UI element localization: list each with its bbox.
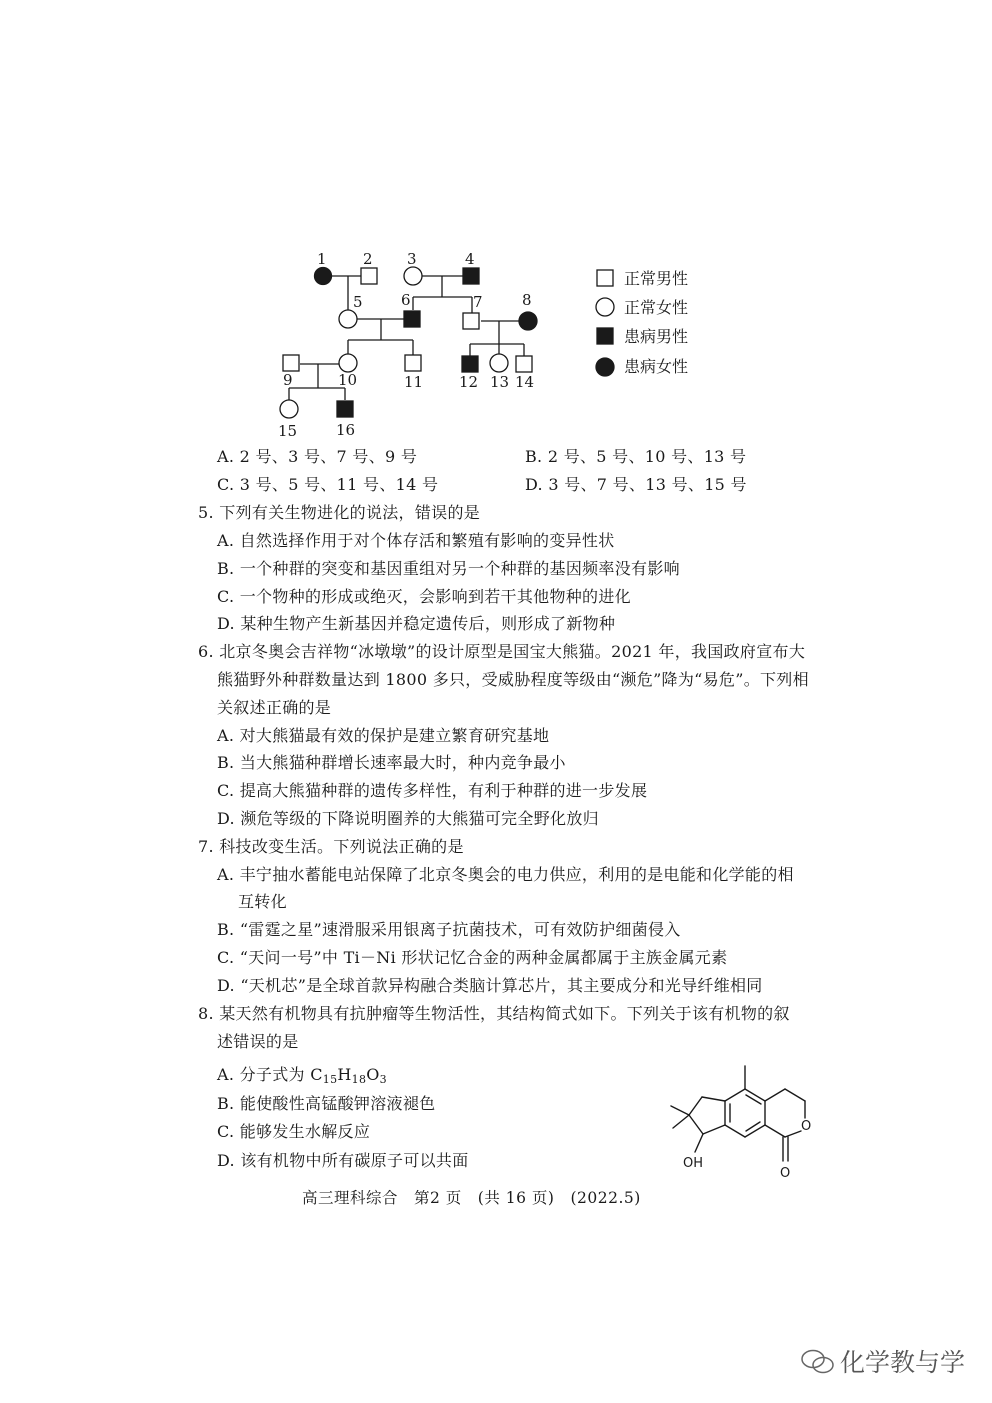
q4-option-a: A. 2 号、3 号、7 号、9 号 (217, 447, 418, 466)
q6-option-a: A. 对大熊猫最有效的保护是建立繁育研究基地 (217, 726, 550, 745)
individual-4 (463, 268, 479, 284)
q4-option-c: C. 3 号、5 号、11 号、14 号 (217, 475, 439, 494)
q7-option-b: B. “雷霆之星”速滑服采用银离子抗菌技术，可有效防护细菌侵入 (217, 920, 681, 939)
label-7: 7 (473, 293, 483, 311)
label-2: 2 (363, 250, 373, 268)
chemical-structure (655, 1058, 835, 1186)
label-16: 16 (336, 421, 356, 439)
label-5: 5 (353, 293, 363, 311)
page-footer: 高三理科综合 第2 页 (共 16 页) (2022.5) (302, 1189, 641, 1207)
oh-label: OH (683, 1156, 704, 1171)
label-6: 6 (401, 291, 411, 309)
label-10: 10 (338, 371, 358, 389)
q6-stem-line-1: 6. 北京冬奥会吉祥物“冰墩墩”的设计原型是国宝大熊猫。2021 年，我国政府宣布大 (198, 642, 806, 661)
label-9: 9 (283, 371, 293, 389)
legend-affected-female-symbol (596, 358, 614, 376)
q5-option-c: C. 一个物种的形成或绝灭，会影响到若干其他物种的进化 (217, 587, 631, 606)
legend-normal-female-symbol (596, 298, 614, 316)
label-14: 14 (515, 373, 535, 391)
q8-option-c: C. 能够发生水解反应 (217, 1122, 371, 1141)
label-12: 12 (459, 373, 479, 391)
individual-13 (490, 354, 508, 372)
q8-option-d: D. 该有机物中所有碳原子可以共面 (217, 1151, 469, 1170)
q8-stem-line-1: 8. 某天然有机物具有抗肿瘤等生物活性，其结构简式如下。下列关于该有机物的叙 (198, 1004, 790, 1023)
individual-15 (280, 400, 298, 418)
q5-option-d: D. 某种生物产生新基因并稳定遗传后，则形成了新物种 (217, 614, 616, 633)
q7-stem: 7. 科技改变生活。下列说法正确的是 (198, 837, 464, 856)
legend-affected-male-symbol (597, 328, 613, 344)
q8-option-b: B. 能使酸性高锰酸钾溶液褪色 (217, 1094, 436, 1113)
watermark-text: 化学教与学 (840, 1348, 966, 1377)
label-1: 1 (317, 250, 327, 268)
individual-10 (339, 354, 357, 372)
q7-option-d: D. “天机芯”是全球首款异构融合类脑计算芯片，其主要成分和光导纤维相同 (217, 976, 763, 995)
q8-option-a: A. 分子式为 $C_{15}H_{18}O_3$ (217, 1065, 387, 1086)
individual-3 (404, 267, 422, 285)
label-11: 11 (404, 373, 424, 391)
carbonyl-oxygen-label: O (780, 1166, 791, 1181)
label-13: 13 (490, 373, 510, 391)
individual-9 (283, 355, 299, 371)
q7-option-a-line-1: A. 丰宁抽水蓄能电站保障了北京冬奥会的电力供应，利用的是电能和化学能的相 (217, 865, 794, 884)
q4-option-b: B. 2 号、5 号、10 号、13 号 (525, 447, 747, 466)
q5-option-b: B. 一个种群的突变和基因重组对另一个种群的基因频率没有影响 (217, 559, 680, 578)
q7-option-c: C. “天问一号”中 Ti－Ni 形状记忆合金的两种金属都属于主族金属元素 (217, 948, 728, 967)
q8-stem-line-2: 述错误的是 (217, 1032, 299, 1051)
legend-normal-male-symbol (597, 270, 613, 286)
legend-normal-female: 正常女性 (624, 298, 689, 317)
q6-option-d: D. 濒危等级的下降说明圈养的大熊猫可完全野化放归 (217, 809, 599, 828)
individual-16 (337, 401, 353, 417)
q5-option-a: A. 自然选择作用于对个体存活和繁殖有影响的变异性状 (217, 531, 615, 550)
ring-oxygen-label: O (801, 1119, 812, 1134)
individual-12 (462, 356, 478, 372)
q7-option-a-line-2: 互转化 (238, 892, 287, 911)
wechat-icon (800, 1348, 836, 1376)
q6-option-c: C. 提高大熊猫种群的遗传多样性，有利于种群的进一步发展 (217, 781, 648, 800)
individual-6 (404, 311, 420, 327)
individual-2 (361, 268, 377, 284)
q6-option-b: B. 当大熊猫种群增长速率最大时，种内竞争最小 (217, 753, 566, 772)
q6-stem-line-2: 熊猫野外种群数量达到 1800 多只，受威胁程度等级由“濒危”降为“易危”。下列相 (217, 670, 809, 689)
label-3: 3 (407, 250, 417, 268)
label-8: 8 (522, 291, 532, 309)
individual-14 (516, 356, 532, 372)
label-15: 15 (278, 422, 298, 440)
legend-affected-female: 患病女性 (624, 357, 689, 376)
legend-affected-male: 患病男性 (624, 327, 689, 346)
label-4: 4 (465, 250, 475, 268)
q6-stem-line-3: 关叙述正确的是 (217, 698, 332, 717)
individual-1 (315, 268, 332, 285)
q5-stem: 5. 下列有关生物进化的说法，错误的是 (198, 503, 481, 522)
individual-5 (339, 310, 357, 328)
q4-option-d: D. 3 号、7 号、13 号、15 号 (525, 475, 747, 494)
legend-normal-male: 正常男性 (624, 269, 689, 288)
individual-11 (405, 355, 421, 371)
pedigree-diagram (255, 242, 745, 442)
individual-7 (463, 313, 479, 329)
individual-8 (519, 312, 537, 330)
